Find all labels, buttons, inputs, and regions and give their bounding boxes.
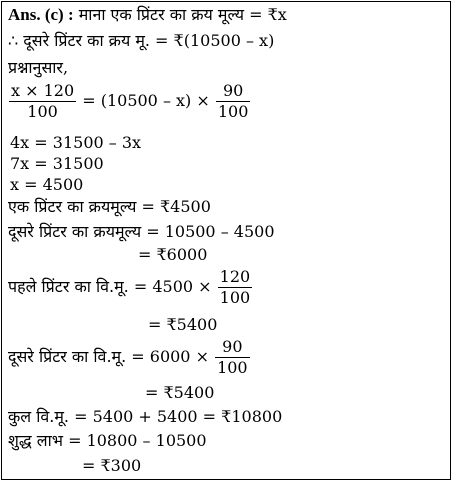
according-to-question: प्रश्नानुसार, [8,58,69,77]
first-printer-sp-result: = ₹5400 [148,315,218,334]
fraction-90-100-b [215,337,250,378]
step-7x: 7x = 31500 [10,154,104,173]
answer-box [1,1,451,480]
fraction-90-100 [216,81,251,122]
fraction-denominator: 100 [219,288,251,307]
net-profit-result: = ₹300 [82,456,142,475]
first-printer-sp-label: पहले प्रिंटर का वि.मू. = 4500 × [8,277,217,296]
second-printer-sp-label: दूसरे प्रिंटर का वि.मू. = 6000 × [8,347,215,366]
second-printer-sp-line [8,337,251,378]
fraction-numerator: x × 120 [11,81,75,100]
total-sp: कुल वि.मू. = 5400 + 5400 = ₹10800 [8,407,283,426]
step-4x: 4x = 31500 – 3x [10,133,142,152]
fraction-numerator: 120 [219,267,251,286]
fraction-denominator: 100 [27,102,58,121]
equation-middle: = (10500 – x) × [77,91,215,110]
second-printer-cost: दूसरे प्रिंटर का क्रयमूल्य = 10500 – 4500 [8,222,275,241]
fraction-numerator: 90 [216,81,251,102]
net-profit: शुद्ध लाभ = 10800 – 10500 [8,431,207,450]
fraction-x-120 [9,81,76,122]
second-printer-cost-result: = ₹6000 [138,245,208,264]
equation-line [8,81,251,122]
first-printer-sp-line [8,267,253,308]
answer-line-1 [8,5,287,25]
fraction-denominator: 100 [217,358,248,377]
second-printer-sp-result: = ₹5400 [145,383,215,402]
second-printer-cost-line: ∴ दूसरे प्रिंटर का क्रय मू. = ₹(10500 – x) [8,31,275,50]
fraction-numerator: 90 [215,337,250,358]
fraction-120-100 [218,267,253,308]
answer-label: Ans. (c) : [8,5,74,24]
assumption-text: माना एक प्रिंटर का क्रय मूल्य = ₹x [73,5,287,24]
first-printer-cost: एक प्रिंटर का क्रयमूल्य = ₹4500 [8,197,211,216]
step-x: x = 4500 [10,175,84,194]
fraction-denominator: 100 [217,102,249,121]
